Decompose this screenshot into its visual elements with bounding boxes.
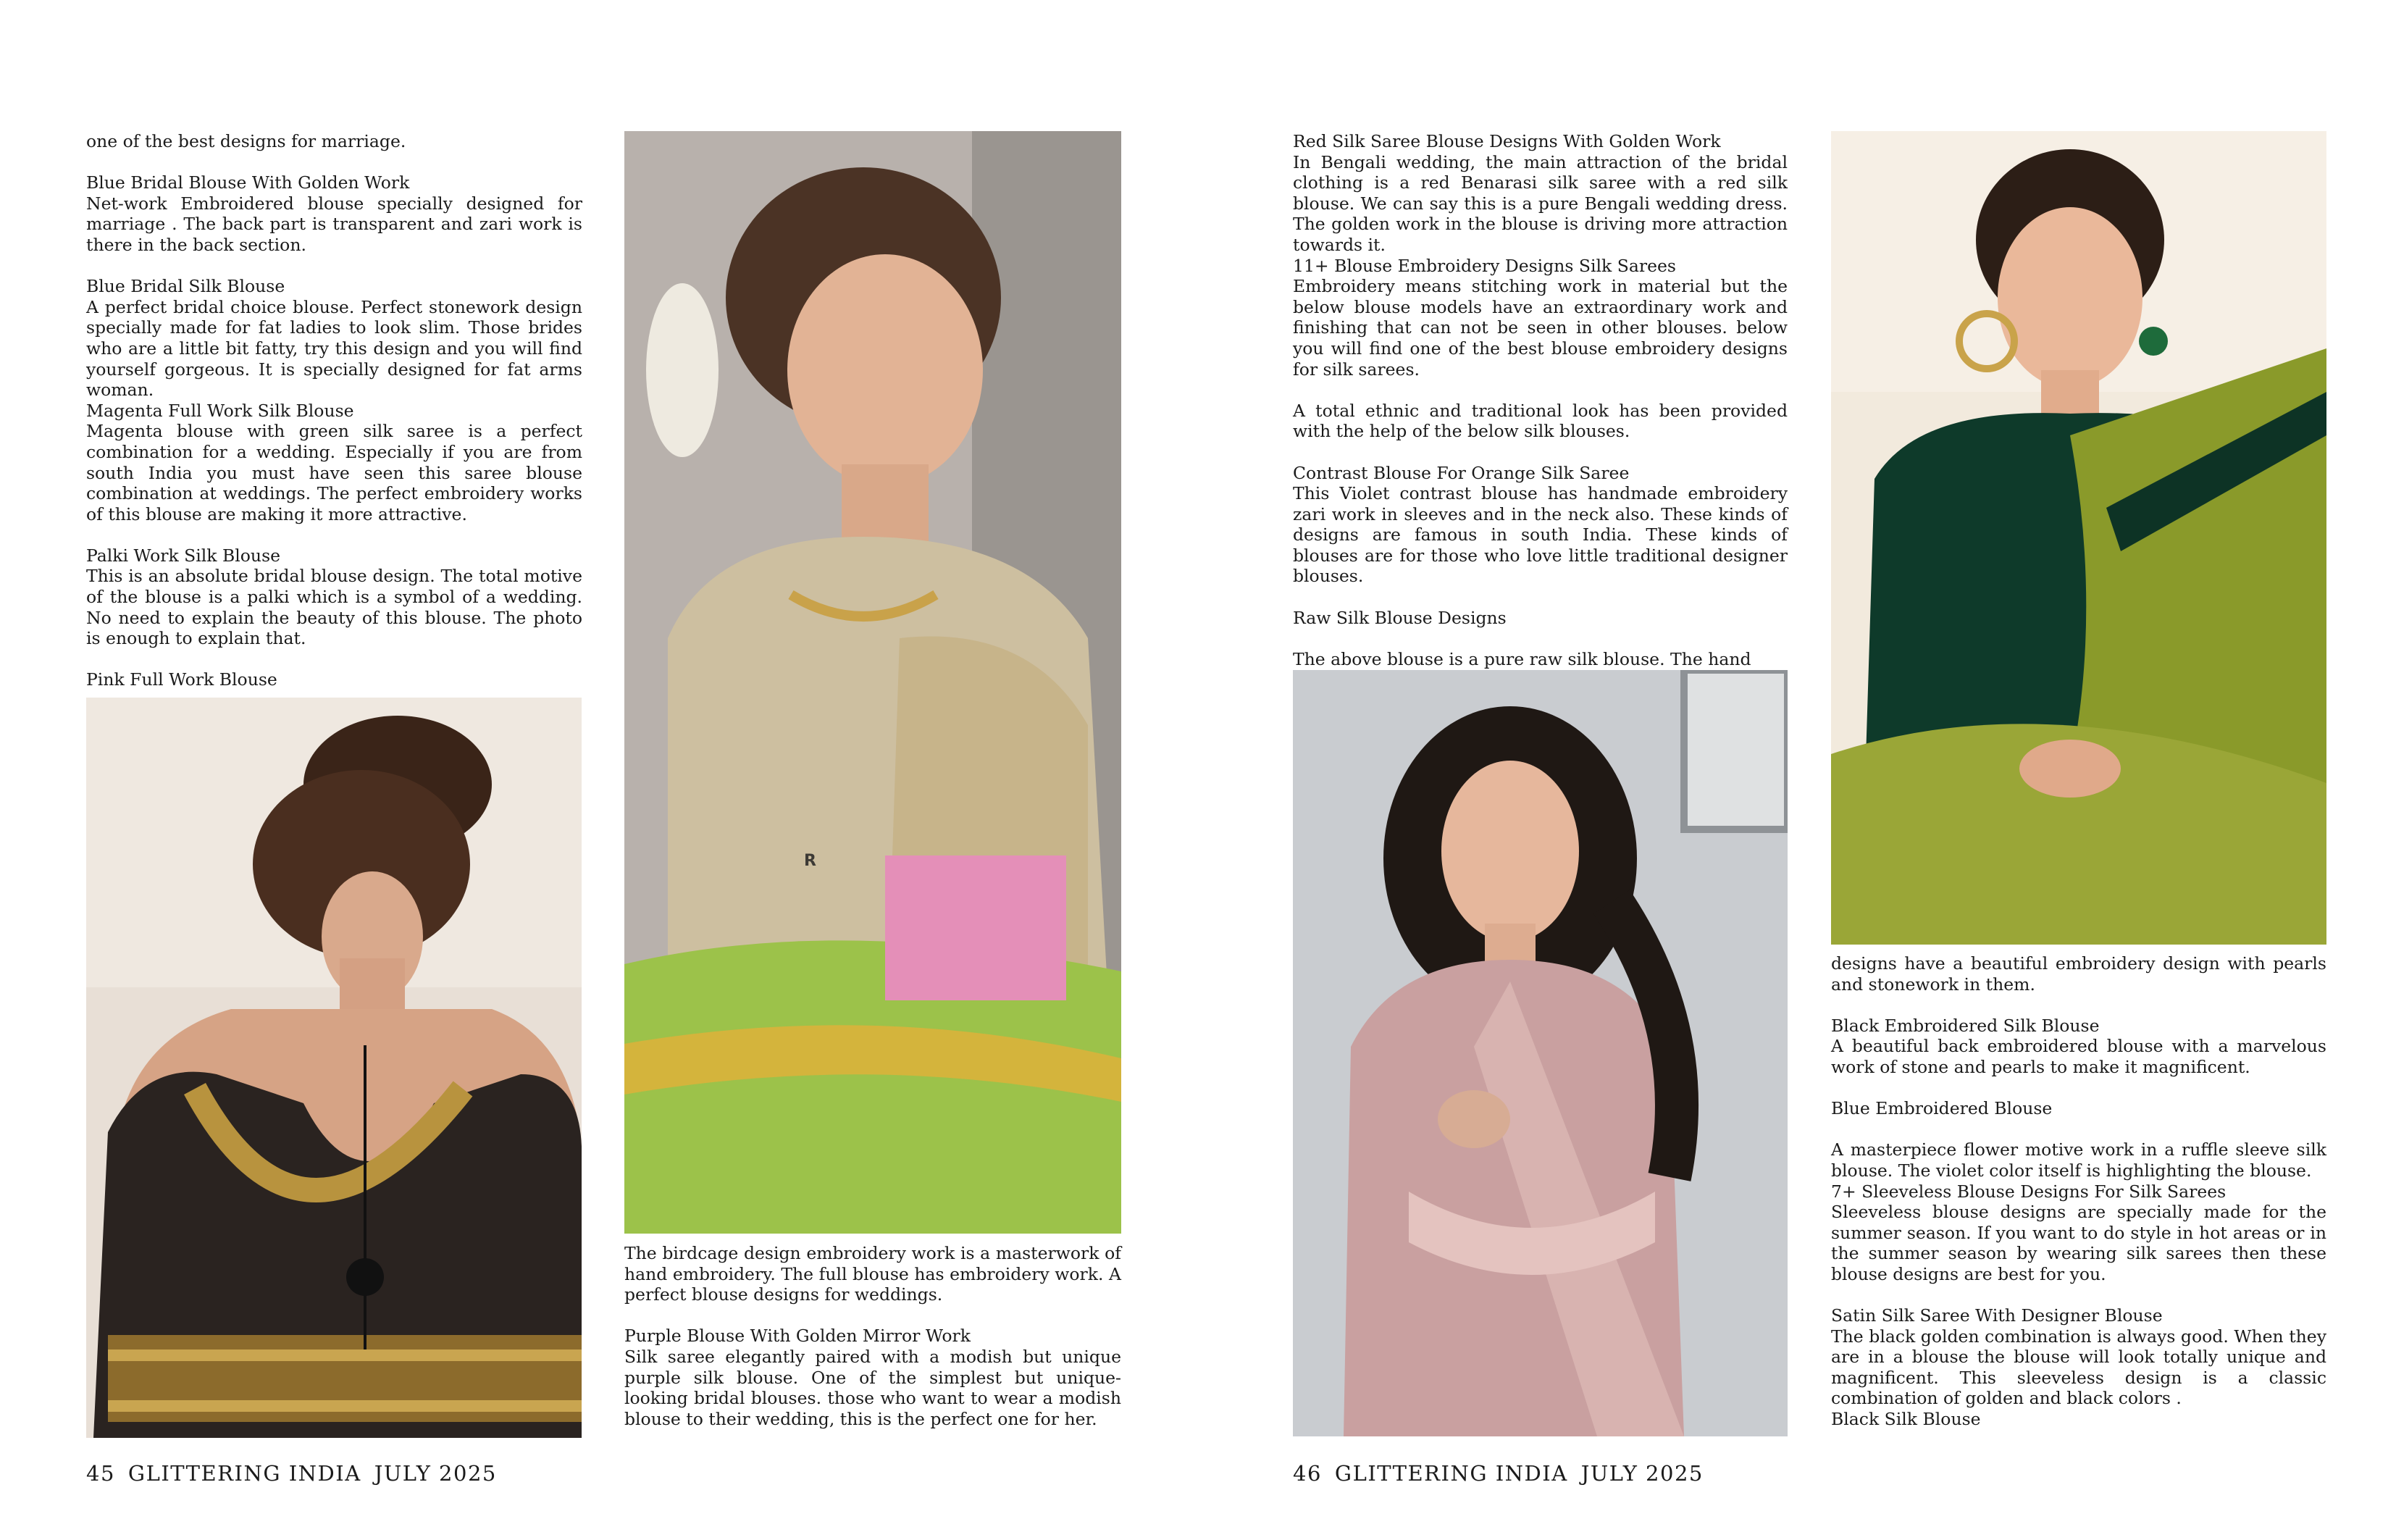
- photo-black-gold-blouse-back: [86, 698, 582, 1438]
- right-column-1: [1293, 131, 1788, 669]
- photo-bride-green-saree: [624, 131, 1121, 1234]
- section-body: Sleeveless blouse designs are specially made for the summer season. If you want to do style in hot areas or in the summer season by wearing silk sarees then these blouse designs are best for you.: [1831, 1202, 2326, 1284]
- page-number: 45: [86, 1461, 115, 1486]
- left-column-1: [86, 131, 582, 690]
- section-title: Red Silk Saree Blouse Designs With Golden Work: [1293, 131, 1721, 151]
- right-column-2: [1831, 953, 2326, 1430]
- section-body: A beautiful back embroidered blouse with a marvelous work of stone and pearls to make it magnificent.: [1831, 1036, 2326, 1077]
- right-page-footer: [1293, 1461, 1717, 1486]
- magazine-name: GLITTERING INDIA: [1334, 1461, 1568, 1486]
- section-body: Silk saree elegantly paired with a modish but unique purple silk blouse. One of the simplest but unique-looking bridal blouses. those who want to wear a modish blouse to their wedding, this is the perfect one for her.: [624, 1346, 1121, 1429]
- page-number: 46: [1293, 1461, 1322, 1486]
- intro-text: one of the best designs for marriage.: [86, 131, 406, 151]
- section-body: In Bengali wedding, the main attraction of the bridal clothing is a red Benarasi silk saree with a red silk blouse. We can say this is a pure Bengali wedding dress. The golden work in the blouse is driving more attraction towards it.: [1293, 151, 1788, 255]
- photo-green-saree: [1831, 131, 2326, 945]
- left-page-footer: [86, 1461, 510, 1486]
- section-body: A masterpiece flower motive work in a ruffle sleeve silk blouse. The violet color itself is highlighting the blouse.: [1831, 1139, 2326, 1181]
- photo-watermark-label: R: [804, 852, 816, 870]
- section-title: Black Silk Blouse: [1831, 1409, 1981, 1430]
- issue-date: JULY 2025: [374, 1461, 497, 1486]
- section-title: Magenta Full Work Silk Blouse: [86, 400, 354, 421]
- section-body: A total ethnic and traditional look has been provided with the help of the below silk blouses.: [1293, 400, 1788, 442]
- section-title: Pink Full Work Blouse: [86, 669, 277, 690]
- section-title: Black Embroidered Silk Blouse: [1831, 1015, 2100, 1036]
- magazine-name: GLITTERING INDIA: [127, 1461, 361, 1486]
- section-body: Magenta blouse with green silk saree is a perfect combination for a wedding. Especially if you are from south India you must have seen this saree blouse combination at weddings. The perfect embroidery works of this blouse are making it more attractive.: [86, 421, 582, 524]
- section-body: The black golden combination is always good. When they are in a blouse the blouse will look totally unique and magnificent. This sleeveless design is a classic combination of golden and black colors .: [1831, 1326, 2326, 1409]
- photo-caption: The birdcage design embroidery work is a masterwork of hand embroidery. The full blouse has embroidery work. A perfect blouse designs for weddings.: [624, 1243, 1121, 1305]
- section-title: 7+ Sleeveless Blouse Designs For Silk Sarees: [1831, 1181, 2227, 1202]
- section-title: Palki Work Silk Blouse: [86, 545, 281, 566]
- continued-text: designs have a beautiful embroidery design with pearls and stonework in them.: [1831, 953, 2326, 995]
- section-body: The above blouse is a pure raw silk blouse. The hand: [1293, 648, 1751, 669]
- section-body: Net-work Embroidered blouse specially designed for marriage . The back part is transparent and zari work is there in the back section.: [86, 193, 582, 255]
- photo-pink-saree: [1293, 670, 1788, 1436]
- issue-date: JULY 2025: [1580, 1461, 1704, 1486]
- section-title: Satin Silk Saree With Designer Blouse: [1831, 1305, 2163, 1326]
- section-title: Blue Bridal Silk Blouse: [86, 276, 285, 297]
- section-title: Blue Embroidered Blouse: [1831, 1098, 2053, 1119]
- section-body: This is an absolute bridal blouse design. The total motive of the blouse is a palki which is a symbol of a wedding. No need to explain the beauty of this blouse. The photo is enough to explain that.: [86, 566, 582, 649]
- section-body: Embroidery means stitching work in material but the below blouse models have an extraordinary work and finishing that can not be seen in other blouses. below you will find one of the best blouse embroidery designs for silk sarees.: [1293, 276, 1788, 380]
- section-title: Contrast Blouse For Orange Silk Saree: [1293, 462, 1630, 483]
- section-title: Raw Silk Blouse Designs: [1293, 607, 1507, 628]
- section-title: Blue Bridal Blouse With Golden Work: [86, 172, 410, 193]
- section-title: Purple Blouse With Golden Mirror Work: [624, 1326, 971, 1347]
- left-column-2: [624, 1243, 1121, 1429]
- section-body: This Violet contrast blouse has handmade embroidery zari work in sleeves and in the neck also. These kinds of designs are famous in south India. These kinds of blouses are for those who love little traditional designer blouses.: [1293, 483, 1788, 587]
- section-title: 11+ Blouse Embroidery Designs Silk Sarees: [1293, 255, 1676, 276]
- section-body: A perfect bridal choice blouse. Perfect stonework design specially made for fat ladies to look slim. Those brides who are a little bit fatty, try this design and you will find yourself gorgeous. It is specially designed for fat arms woman.: [86, 296, 582, 401]
